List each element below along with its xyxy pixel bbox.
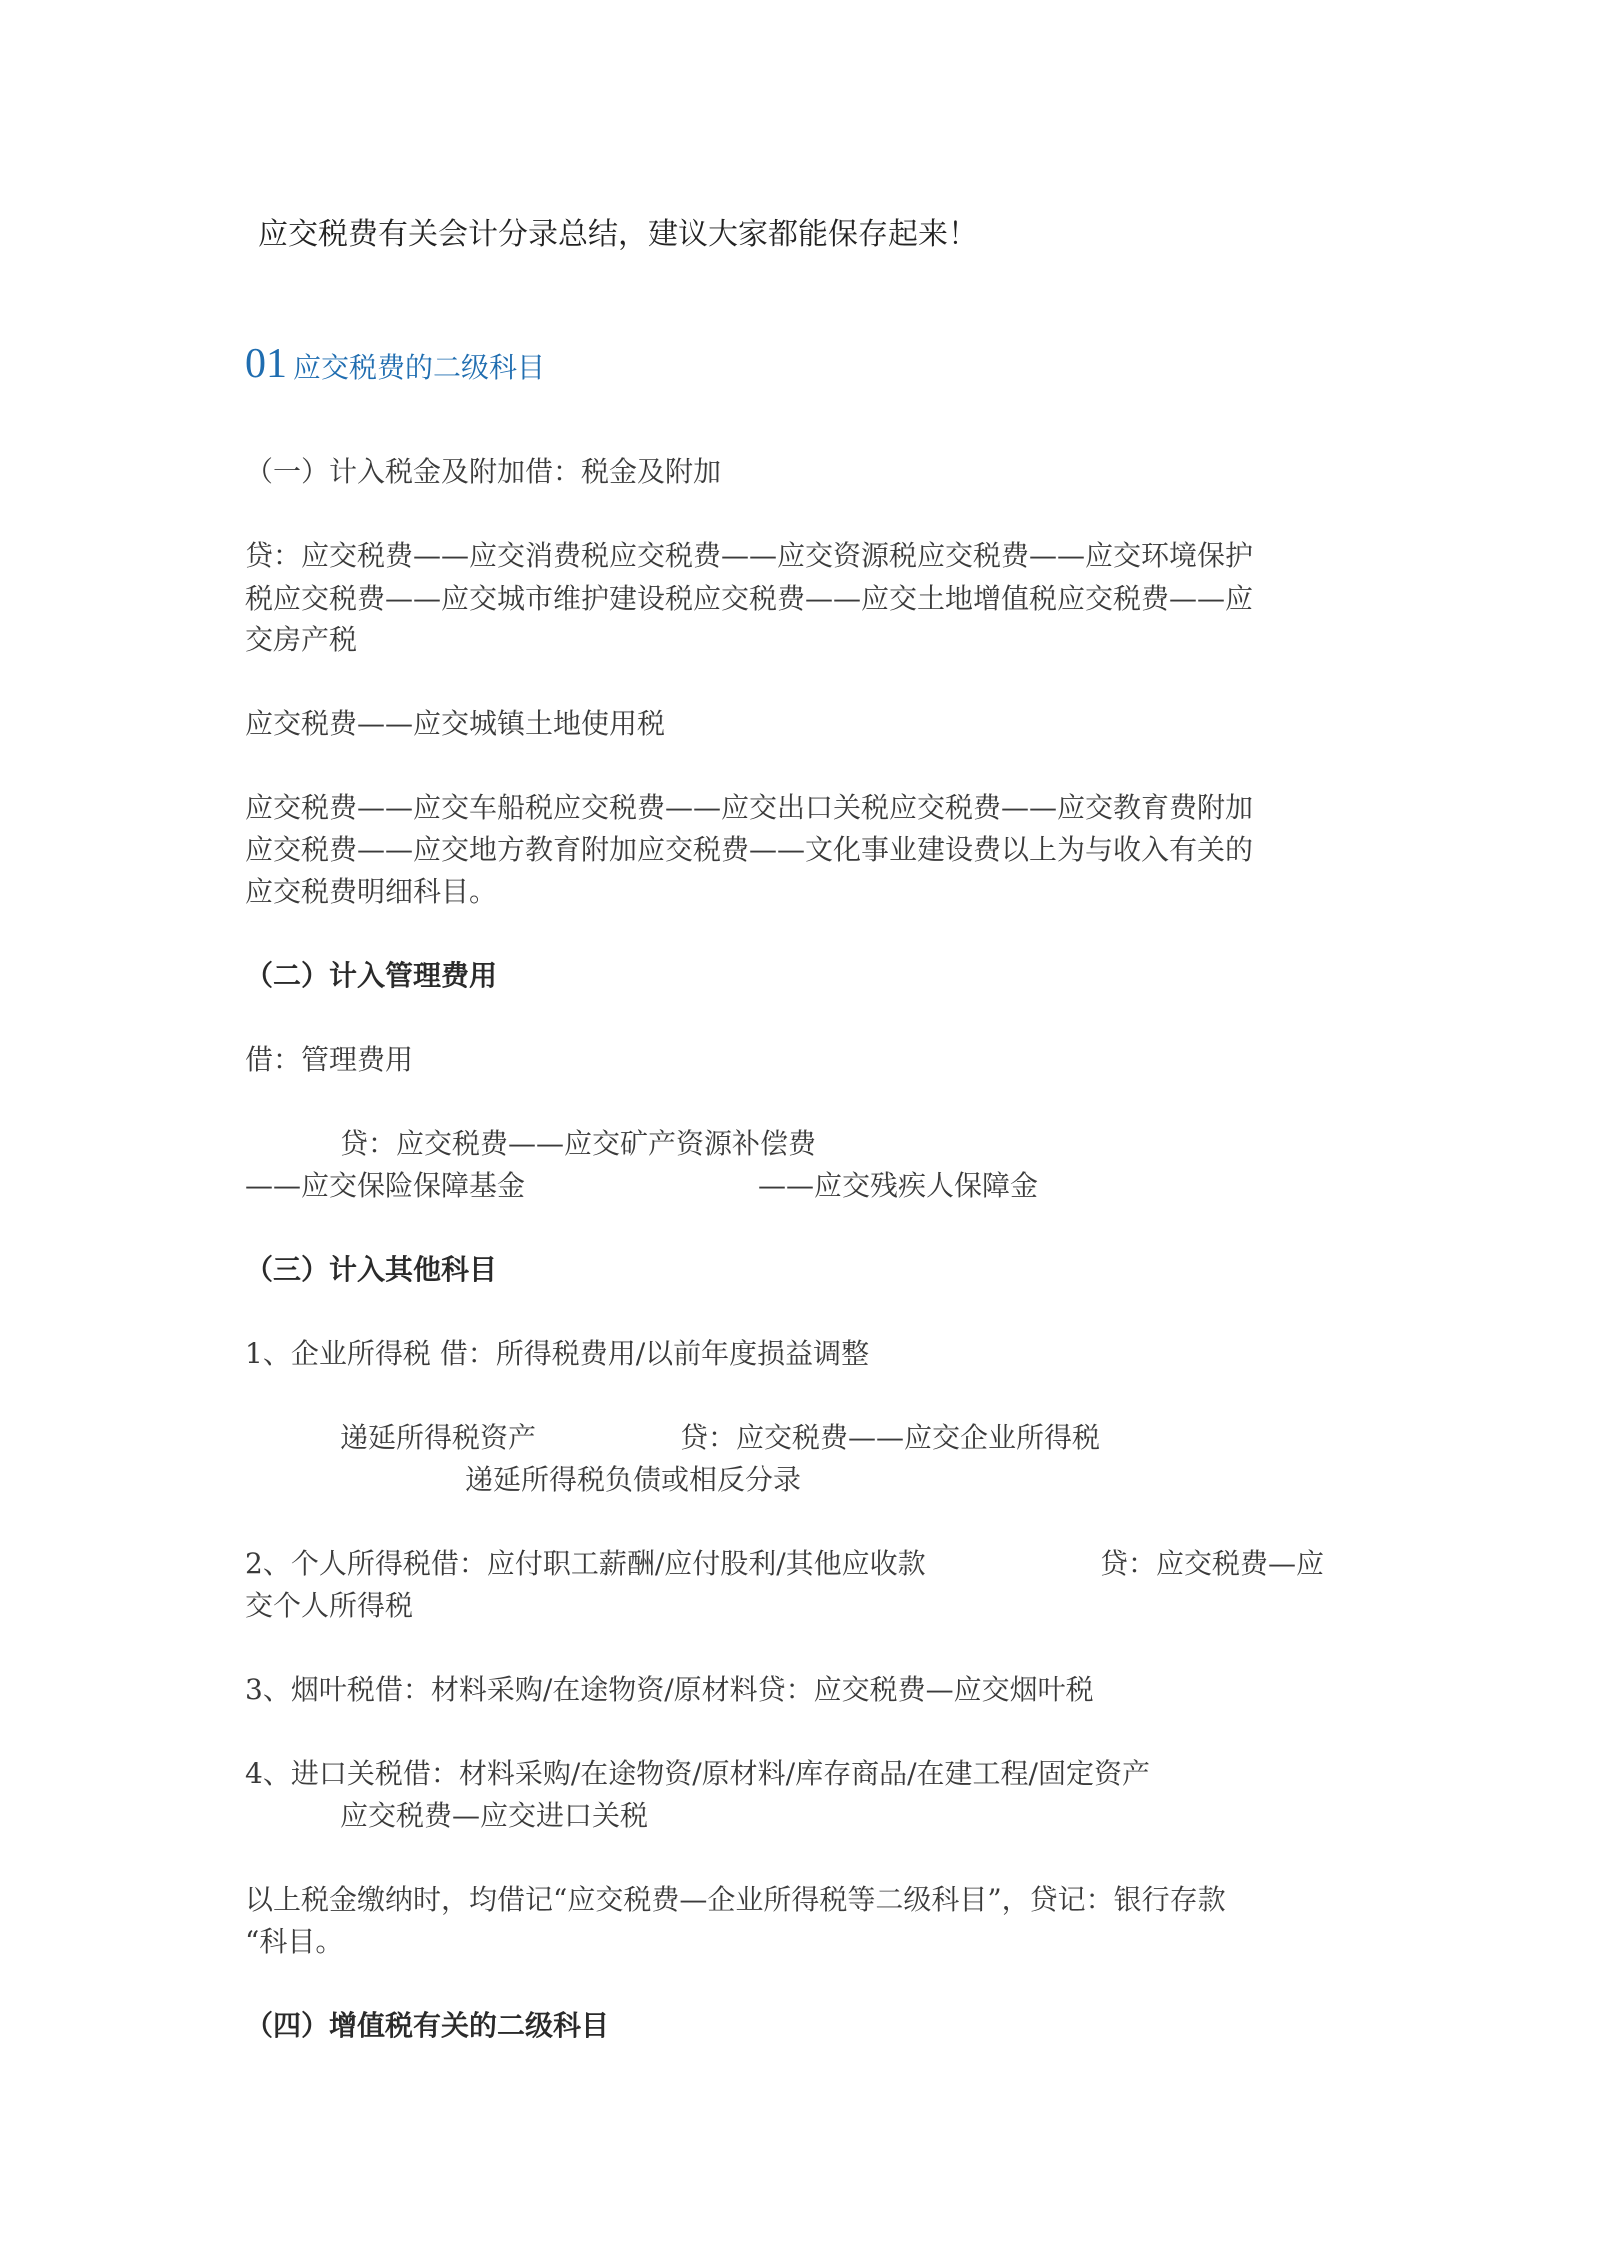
subheading-1	[245, 452, 721, 492]
subheading-3: （三）计入其他科目	[245, 1253, 498, 1286]
subheading-1-text: （一）计入税金及附加借：税金及附加	[245, 455, 722, 488]
section-heading-text: 应交税费的二级科目	[293, 351, 546, 384]
section-heading-01	[245, 340, 545, 388]
paragraph-line: 2、个人所得税借：应付职工薪酬/应付股利/其他应收款	[245, 1547, 926, 1580]
paragraph-line: ——应交保险保障基金	[245, 1169, 526, 1202]
paragraph-line: 应交税费——应交地方教育附加应交税费——文化事业建设费以上为与收入有关的	[245, 833, 1254, 866]
paragraph-line: ——应交残疾人保障金	[758, 1169, 1039, 1202]
paragraph-line: 4、进口关税借：材料采购/在途物资/原材料/库存商品/在建工程/固定资产	[245, 1757, 1150, 1790]
paragraph-line: 交房产税	[245, 623, 358, 656]
page-title: 应交税费有关会计分录总结，建议大家都能保存起来！	[258, 217, 978, 252]
paragraph-line: 递延所得税负债或相反分录	[465, 1463, 802, 1496]
paragraph-line: 3、烟叶税借：材料采购/在途物资/原材料贷：应交税费—应交烟叶税	[245, 1673, 1094, 1706]
paragraph-line: 税应交税费——应交城市维护建设税应交税费——应交土地增值税应交税费——应	[245, 582, 1254, 615]
paragraph-line: 交个人所得税	[245, 1589, 414, 1622]
paragraph-line: 应交税费——应交车船税应交税费——应交出口关税应交税费——应交教育费附加	[245, 791, 1254, 824]
subheading-4: （四）增值税有关的二级科目	[245, 2009, 610, 2042]
paragraph-line: 1、企业所得税 借：所得税费用/以前年度损益调整	[245, 1337, 870, 1370]
subheading-2: （二）计入管理费用	[245, 959, 498, 992]
paragraph-line: 贷：应交税费—应	[1100, 1547, 1325, 1580]
section-number: 01	[245, 341, 287, 387]
paragraph-line: 以上税金缴纳时，均借记“应交税费—企业所得税等二级科目”，贷记：银行存款	[245, 1883, 1226, 1916]
paragraph-line: 借：管理费用	[245, 1043, 414, 1076]
paragraph-line: 递延所得税资产	[340, 1421, 537, 1454]
paragraph-line: 应交税费明细科目。	[245, 875, 498, 908]
paragraph-line: 贷：应交税费——应交企业所得税	[680, 1421, 1101, 1454]
paragraph-line: 贷：应交税费——应交矿产资源补偿费	[340, 1127, 817, 1160]
paragraph-line: 贷：应交税费——应交消费税应交税费——应交资源税应交税费——应交环境保护	[245, 539, 1254, 572]
paragraph-line: 应交税费—应交进口关税	[340, 1799, 649, 1832]
paragraph-line: 应交税费——应交城镇土地使用税	[245, 707, 666, 740]
paragraph-line: “科目。	[245, 1925, 344, 1958]
